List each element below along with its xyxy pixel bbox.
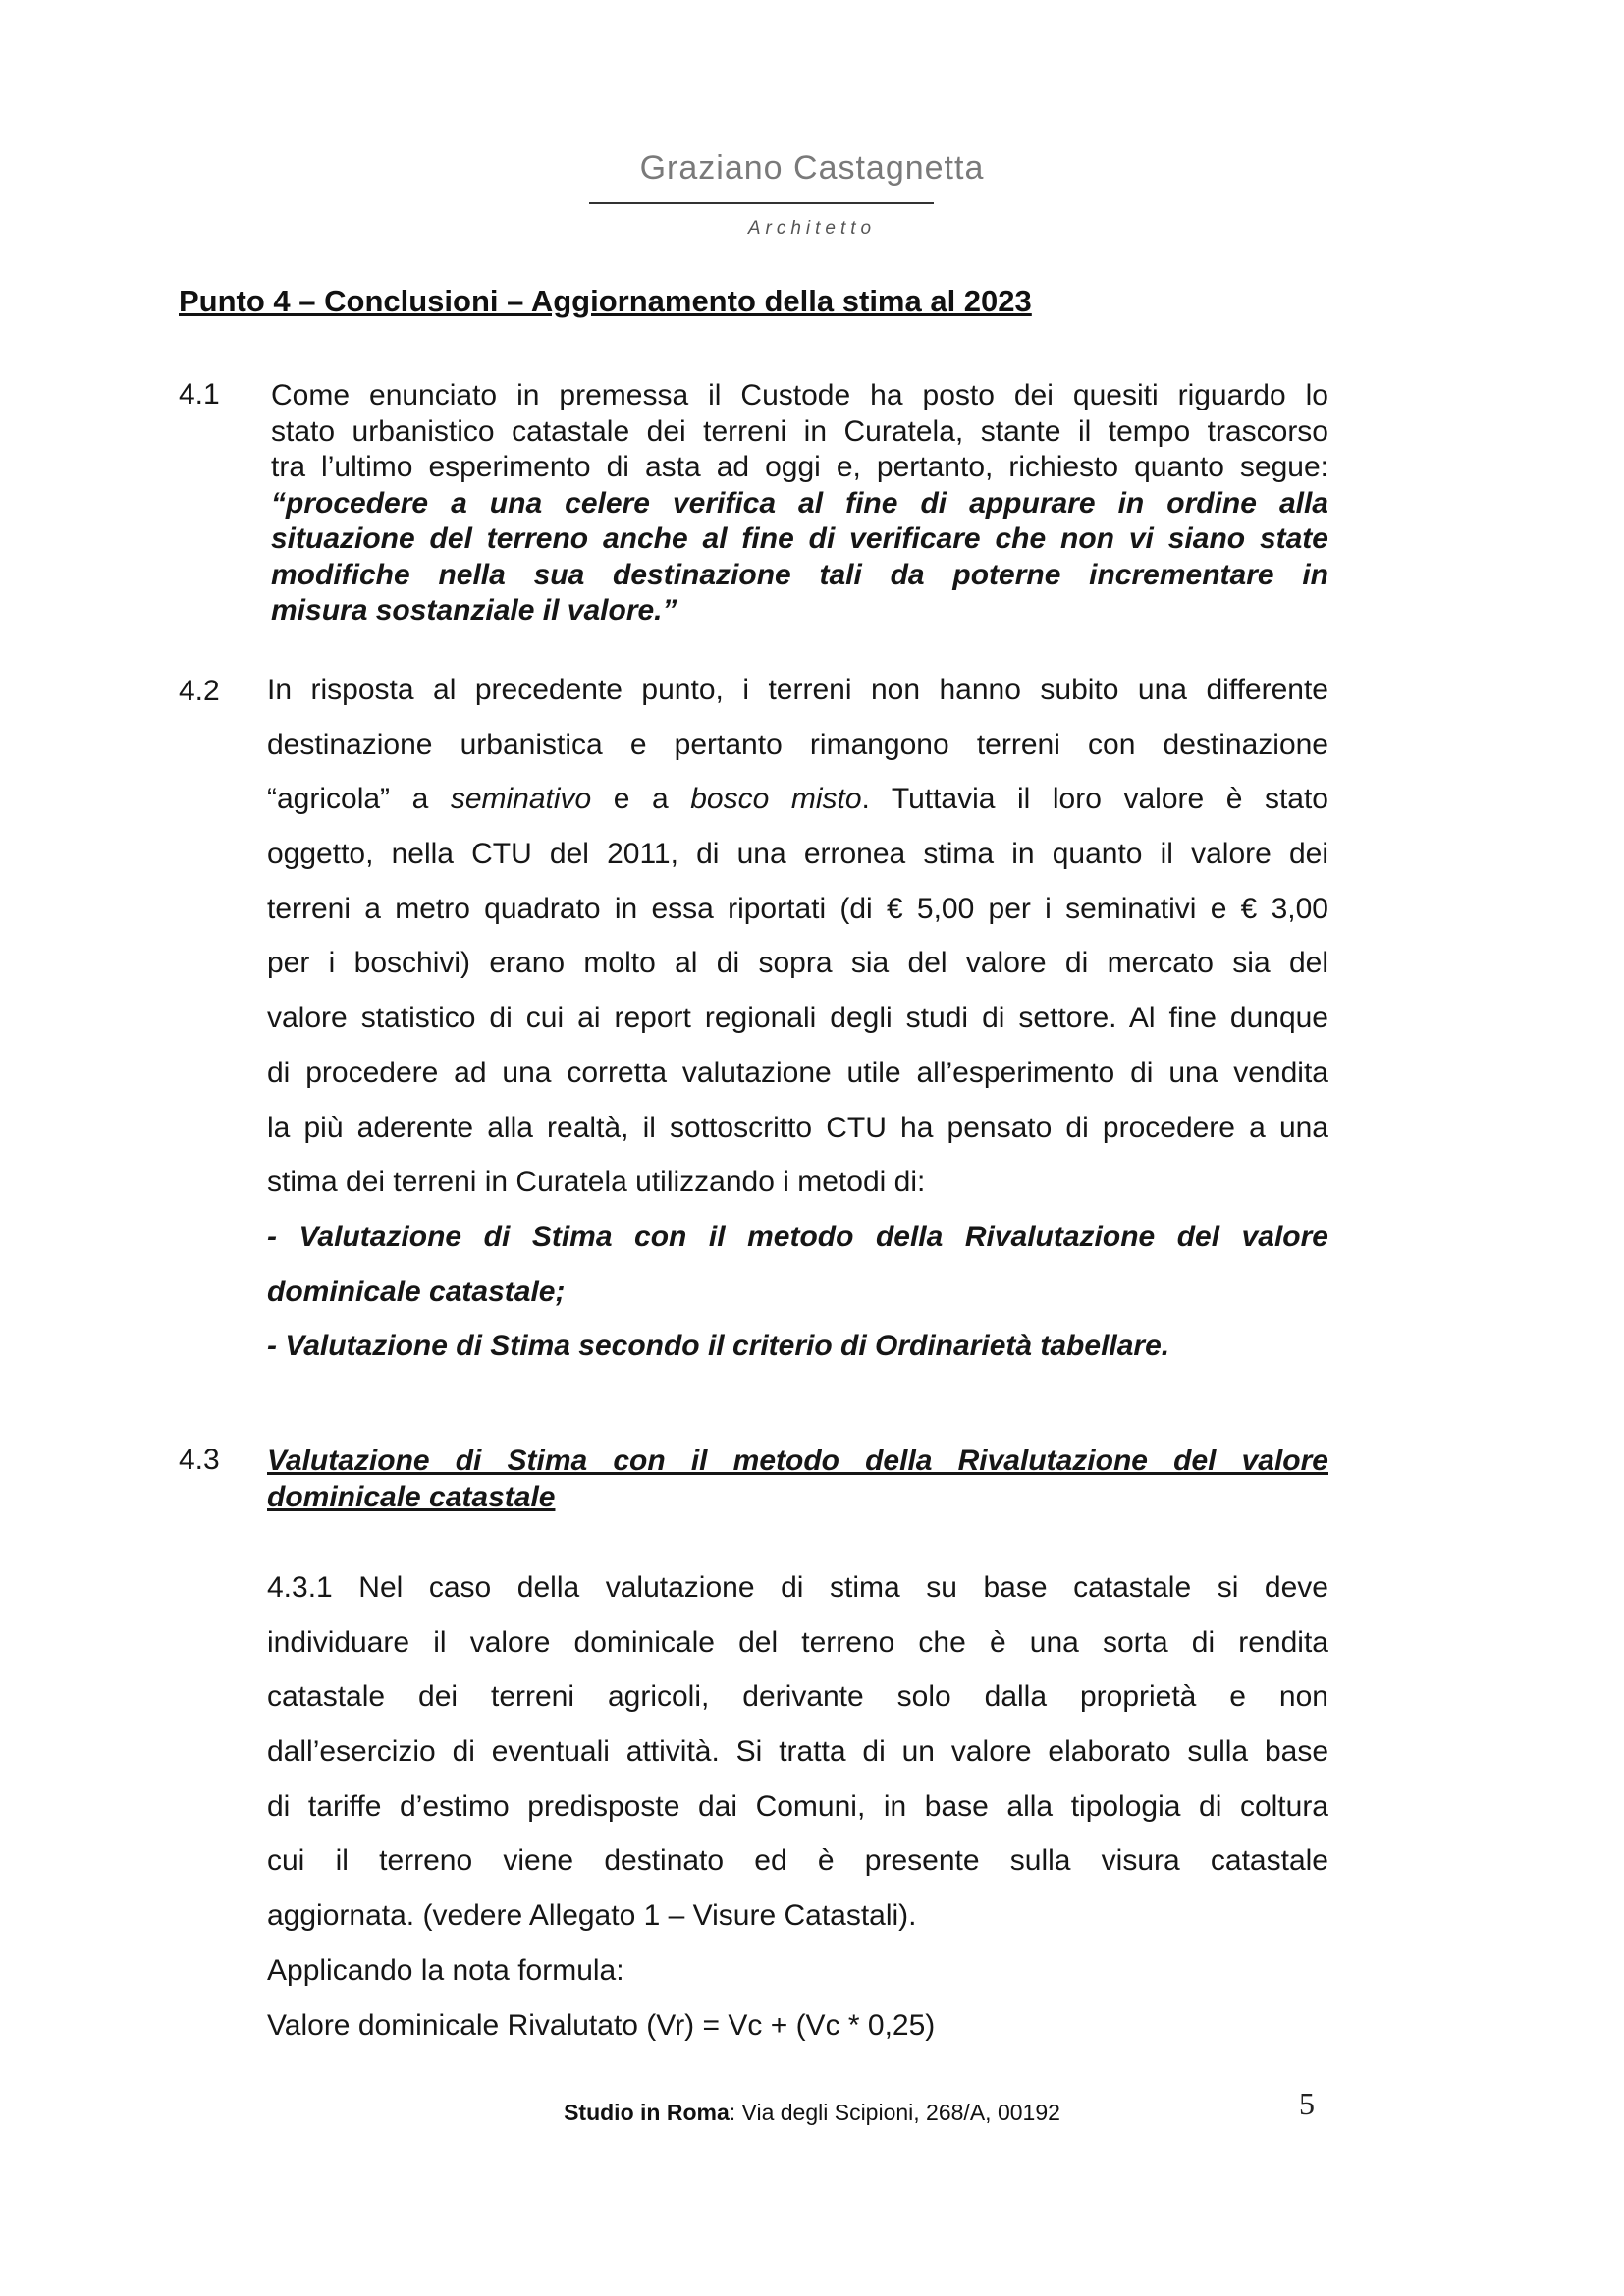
paragraph-number: 4.2 (179, 675, 220, 707)
text-line: catastale dei terreni agricoli, derivante solo dalla proprietà e non (267, 1680, 1328, 1714)
text-line: 4.3.1 Nel caso della valutazione di stima su base catastale si deve (267, 1571, 1328, 1604)
text-line: dall’esercizio di eventuali attività. Si tratta di un valore elaborato sulla base (267, 1735, 1328, 1769)
text-line: oggetto, nella CTU del 2011, di una erronea stima in quanto il valore dei (267, 838, 1328, 871)
text-line: individuare il valore dominicale del terreno che è una sorta di rendita (267, 1625, 1328, 1659)
text-line: la più aderente alla realtà, il sottoscritto CTU ha pensato di procedere a una (267, 1111, 1328, 1144)
paragraph-4-1 (271, 378, 1328, 629)
footer-label: Studio in Roma (564, 2100, 730, 2125)
emphasis: bosco misto (690, 783, 862, 816)
text-line: valore statistico di cui ai report regionali degli studi di settore. Al fine dunque (267, 1002, 1328, 1035)
quote-line: situazione del terreno anche al fine di verificare che non vi siano state (271, 522, 1328, 555)
formula-line: Valore dominicale Rivalutato (Vr) = Vc + (Vc * 0,25) (267, 2008, 936, 2042)
page-number: 5 (1299, 2086, 1315, 2121)
text-line: aggiornata. (vedere Allegato 1 – Visure Catastali). (267, 1899, 917, 1933)
paragraph-4-2 (267, 663, 1328, 1374)
text-line: destinazione urbanistica e pertanto rimangono terreni con destinazione (267, 728, 1328, 761)
text-line: terreni a metro quadrato in essa riportati (di € 5,00 per i seminativi e € 3,00 (267, 892, 1328, 925)
text-line: cui il terreno viene destinato ed è presente sulla visura catastale (267, 1844, 1328, 1878)
text-line: per i boschivi) erano molto al di sopra sia del valore di mercato sia del (267, 947, 1328, 980)
text-line: tra l’ultimo esperimento di asta ad oggi e, pertanto, richiesto quanto segue: (271, 451, 1328, 483)
method-line: - Valutazione di Stima con il metodo della Rivalutazione del valore (267, 1220, 1328, 1253)
text-line: “agricola” a seminativo e a bosco misto. Tuttavia il loro valore è stato (267, 783, 1328, 816)
subsection-title-4-3 (267, 1444, 1328, 1515)
footer-address (0, 2100, 1624, 2126)
text-line: di procedere ad una corretta valutazione utile all’esperimento di una vendita (267, 1056, 1328, 1089)
letterhead-name: Graziano Castagnetta (639, 149, 985, 187)
quote-line: “procedere a una celere verifica al fine di appurare in ordine alla (271, 486, 1328, 519)
paragraph-number: 4.1 (179, 378, 220, 410)
method-line: - Valutazione di Stima secondo il criterio di Ordinarietà tabellare. (267, 1330, 1170, 1363)
title-line: Valutazione di Stima con il metodo della Rivalutazione del valore (267, 1445, 1328, 1477)
text-line: stima dei terreni in Curatela utilizzando i metodi di: (267, 1166, 926, 1199)
emphasis: seminativo (450, 783, 592, 816)
method-line: dominicale catastale; (267, 1275, 566, 1308)
title-line: dominicale catastale (267, 1480, 556, 1513)
section-heading: Punto 4 – Conclusioni – Aggiornamento della stima al 2023 (179, 284, 1032, 318)
text-line: In risposta al precedente punto, i terreni non hanno subito una differente (267, 674, 1328, 706)
quote-line: misura sostanziale il valore.” (271, 594, 677, 627)
text-line: stato urbanistico catastale dei terreni in Curatela, stante il tempo trascorso (271, 414, 1328, 448)
text-line: Applicando la nota formula: (267, 1953, 624, 1987)
footer-address-text: : Via degli Scipioni, 268/A, 00192 (729, 2100, 1060, 2125)
text-line: di tariffe d’estimo predisposte dai Comuni, in base alla tipologia di coltura (267, 1789, 1328, 1823)
paragraph-number: 4.3 (179, 1444, 220, 1476)
text-line: Come enunciato in premessa il Custode ha posto dei quesiti riguardo lo (271, 379, 1328, 411)
quote-line: modifiche nella sua destinazione tali da poterne incrementare in (271, 558, 1328, 591)
letterhead-divider (589, 202, 934, 204)
paragraph-4-3-1 (267, 1560, 1328, 2052)
letterhead-role: Architetto (747, 218, 877, 239)
